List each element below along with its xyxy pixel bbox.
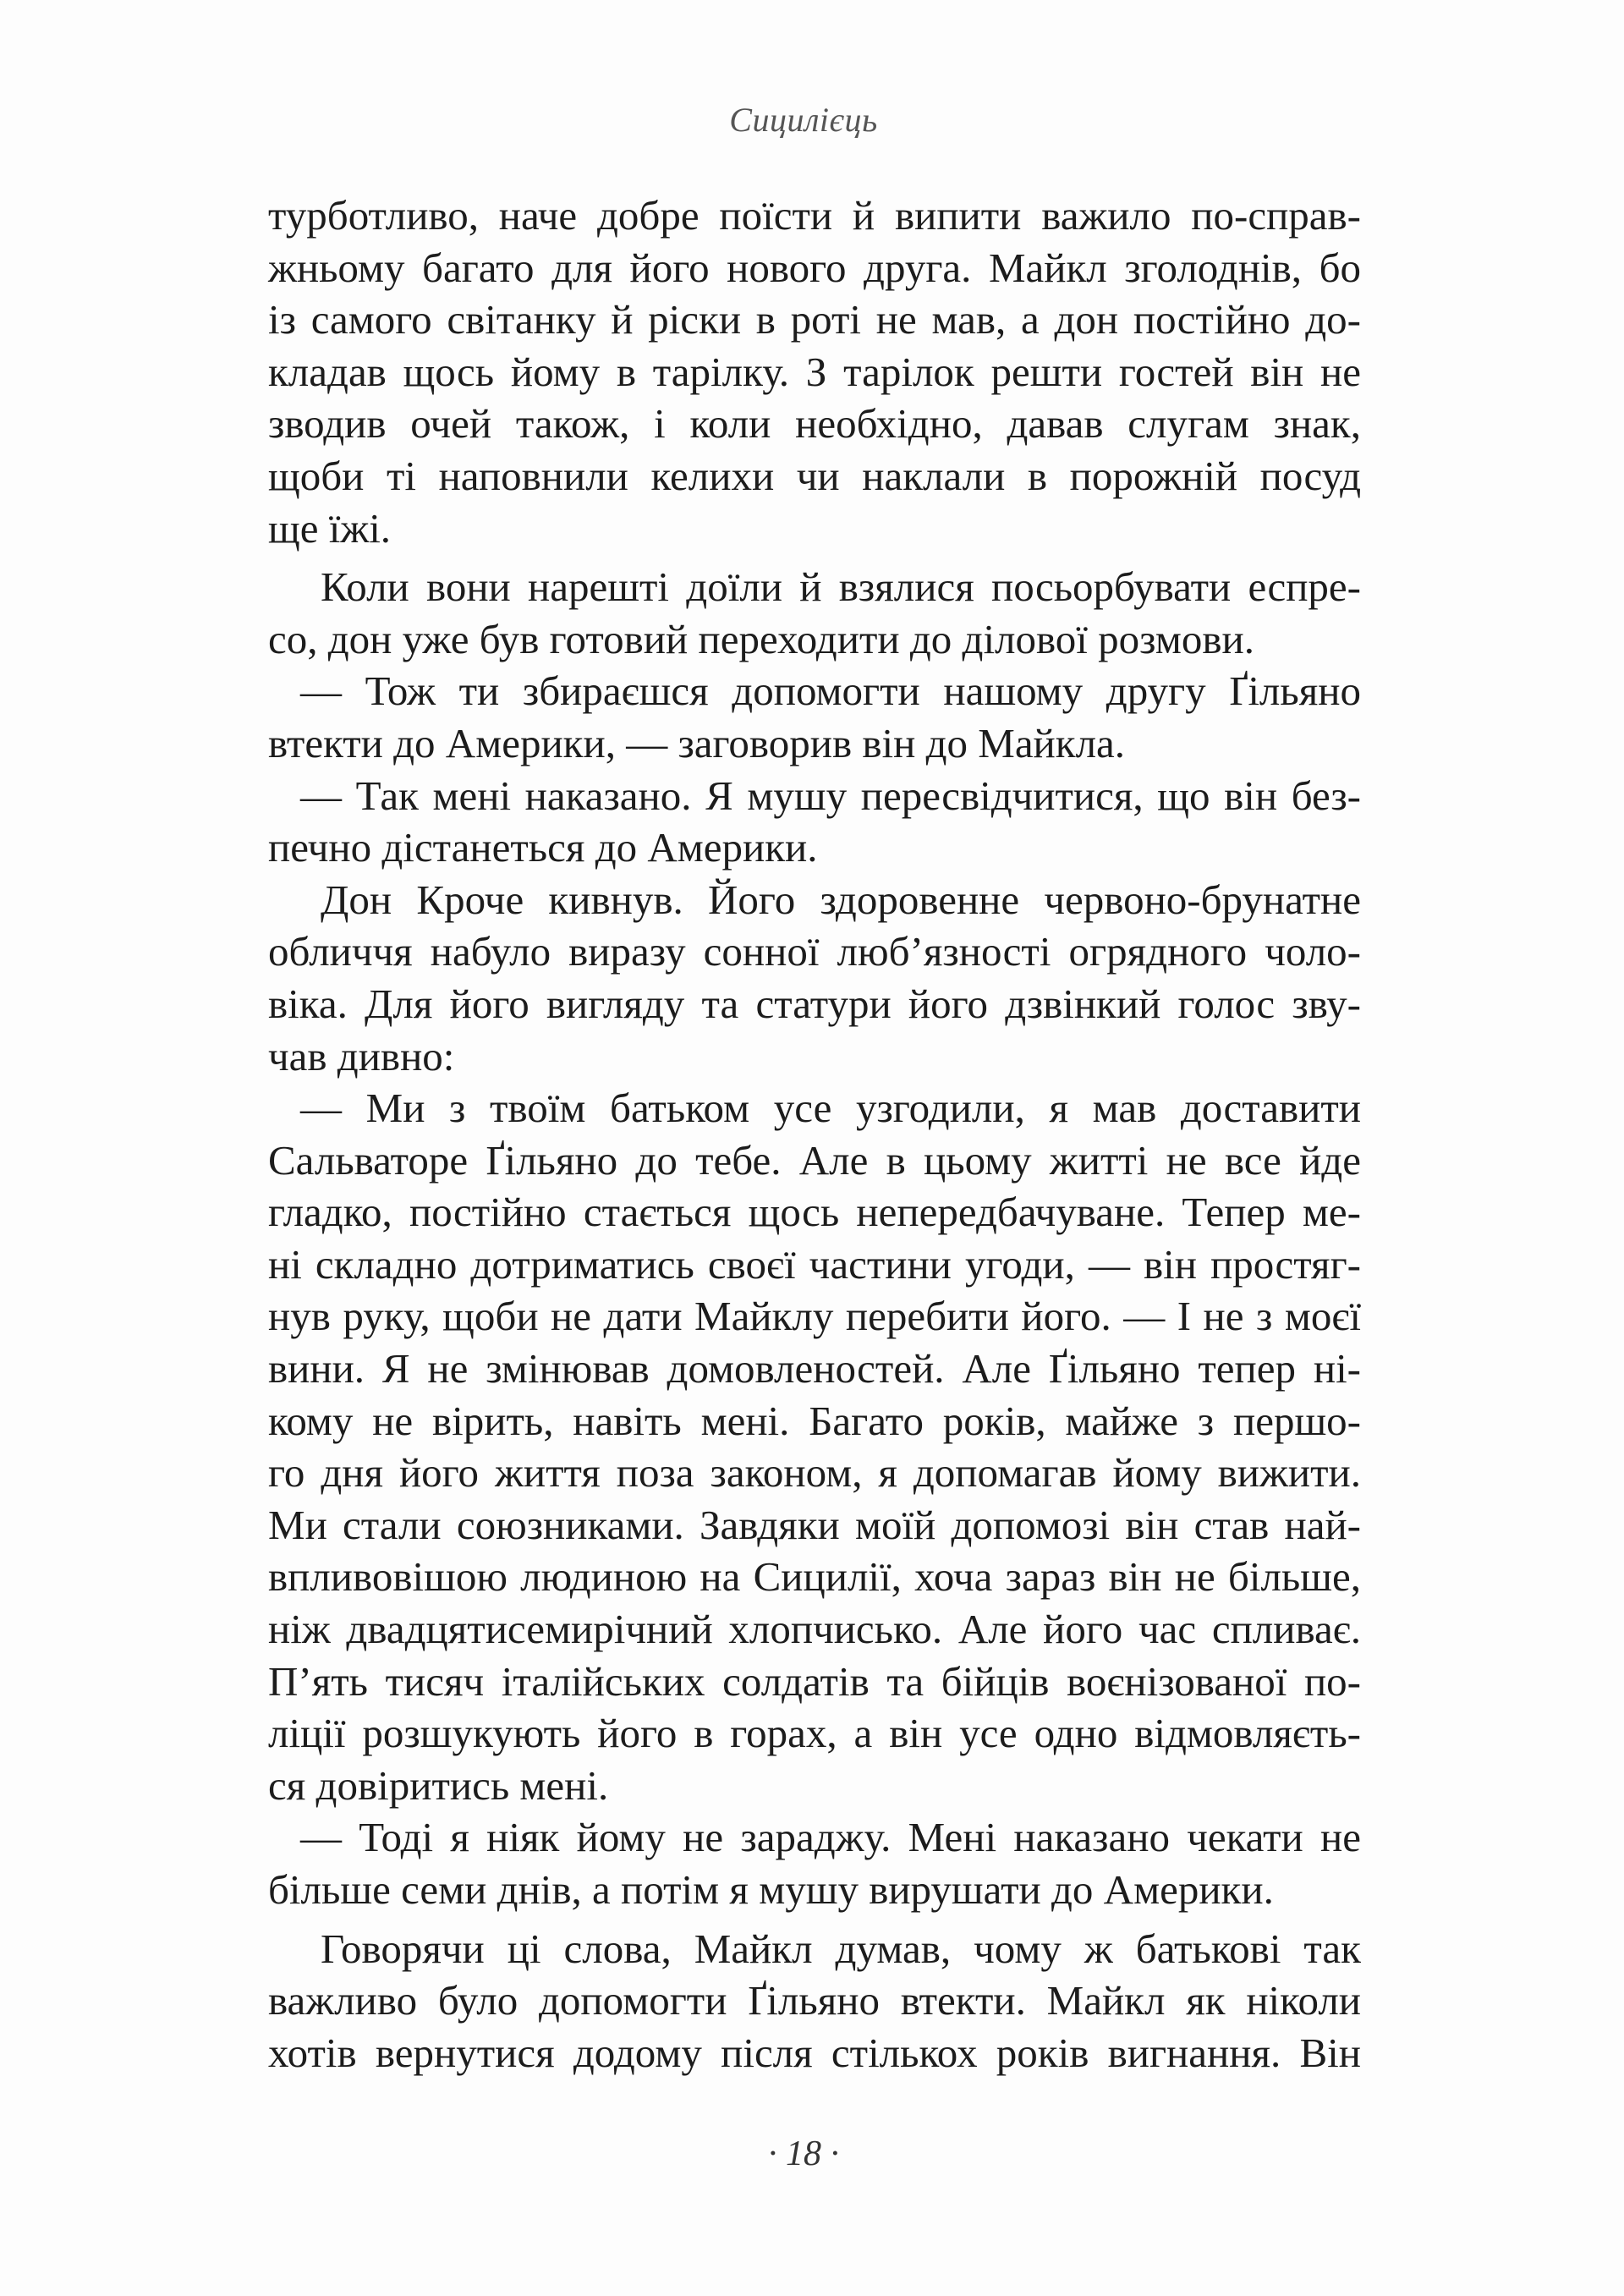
text-line: Ми стали союзниками. Завдяки моїй допомозі він став най-: [268, 1501, 1361, 1548]
text-line: Дон Кроче кивнув. Його здоровенне червоно-брунатне: [321, 876, 1361, 923]
text-line: жньому багато для його нового друга. Майкл зголоднів, бо: [268, 244, 1361, 291]
text-line: — Ми з твоїм батьком усе узгодили, я мав доставити: [300, 1085, 1361, 1132]
text-line: із самого світанку й ріски в роті не мав, а дон постійно до-: [268, 296, 1361, 343]
text-line: со, дон уже був готовий переходити до ділової розмови.: [268, 615, 1254, 662]
paragraph: [268, 190, 1361, 554]
text-line: ся довіритись мені.: [268, 1761, 609, 1809]
paragraph: [268, 561, 1361, 665]
text-line: ліції розшукують його в горах, а він усе одно відмовляєть-: [268, 1710, 1361, 1757]
text-line: — Так мені наказано. Я мушу пересвідчитися, що він без-: [300, 772, 1361, 819]
text-line: втекти до Америки, — заговорив він до Майкла.: [268, 719, 1126, 766]
text-line: — Тож ти збираєшся допомогти нашому другу Ґільяно: [300, 667, 1361, 715]
running-title: Сицилієць: [729, 101, 878, 139]
text-line: го дня його життя поза законом, я допомагав йому вижити.: [268, 1449, 1361, 1497]
paragraph: [268, 1811, 1361, 1915]
text-line: ще їжі.: [268, 504, 392, 552]
paragraph: [268, 1923, 1361, 2079]
text-line: більше семи днів, а потім я мушу вирушати до Америки.: [268, 1866, 1274, 1913]
text-line: кладав щось йому в тарілку. З тарілок решти гостей він не: [268, 348, 1361, 395]
text-line: Коли вони нарешті доїли й взялися посьорбувати еспре-: [321, 563, 1361, 611]
text-line: зводив очей також, і коли необхідно, давав слугам знак,: [268, 400, 1361, 448]
text-line: щоби ті наповнили келихи чи наклали в порожній посуд: [268, 452, 1361, 499]
text-line: ні складно дотриматись своєї частини угоди, — він простяг-: [268, 1240, 1361, 1288]
text-line: Сальваторе Ґільяно до тебе. Але в цьому житті не все йде: [268, 1136, 1361, 1184]
text-line: вини. Я не змінював домовленостей. Але Ґільяно тепер ні-: [268, 1345, 1361, 1392]
text-line: важливо було допомогти Ґільяно втекти. Майкл як ніколи: [268, 1977, 1361, 2024]
body-text: [268, 190, 1361, 2079]
text-line: Говорячи ці слова, Майкл думав, чому ж батькові так: [321, 1925, 1361, 1972]
text-line: чав дивно:: [268, 1032, 455, 1079]
paragraph: [268, 874, 1361, 1082]
text-line: П’ять тисяч італійських солдатів та бійців воєнізованої по-: [268, 1657, 1361, 1705]
text-line: кому не вірить, навіть мені. Багато років, майже з першо-: [268, 1397, 1361, 1444]
text-line: нув руку, щоби не дати Майклу перебити його. — І не з моєї: [268, 1293, 1361, 1340]
text-line: гладко, постійно стається щось непередбачуване. Тепер ме-: [268, 1189, 1361, 1236]
paragraph: [268, 770, 1361, 874]
text-line: обличчя набуло виразу сонної люб’язності огрядного чоло-: [268, 928, 1361, 975]
paragraph: [268, 665, 1361, 769]
text-line: віка. Для його вигляду та статури його дзвінкий голос зву-: [268, 980, 1361, 1027]
text-line: печно дістанеться до Америки.: [268, 824, 818, 871]
paragraph: [268, 1082, 1361, 1811]
page-number: · 18 ·: [768, 2134, 839, 2173]
text-line: впливовішою людиною на Сицилії, хоча зараз він не більше,: [268, 1553, 1361, 1601]
text-line: хотів вернутися додому після стількох років вигнання. Він: [268, 2029, 1361, 2076]
text-line: — Тоді я ніяк йому не зараджу. Мені наказано чекати не: [300, 1814, 1361, 1861]
text-line: турботливо, наче добре поїсти й випити важило по-справ-: [268, 192, 1361, 239]
text-line: ніж двадцятисемирічний хлопчисько. Але його час спливає.: [268, 1606, 1361, 1653]
